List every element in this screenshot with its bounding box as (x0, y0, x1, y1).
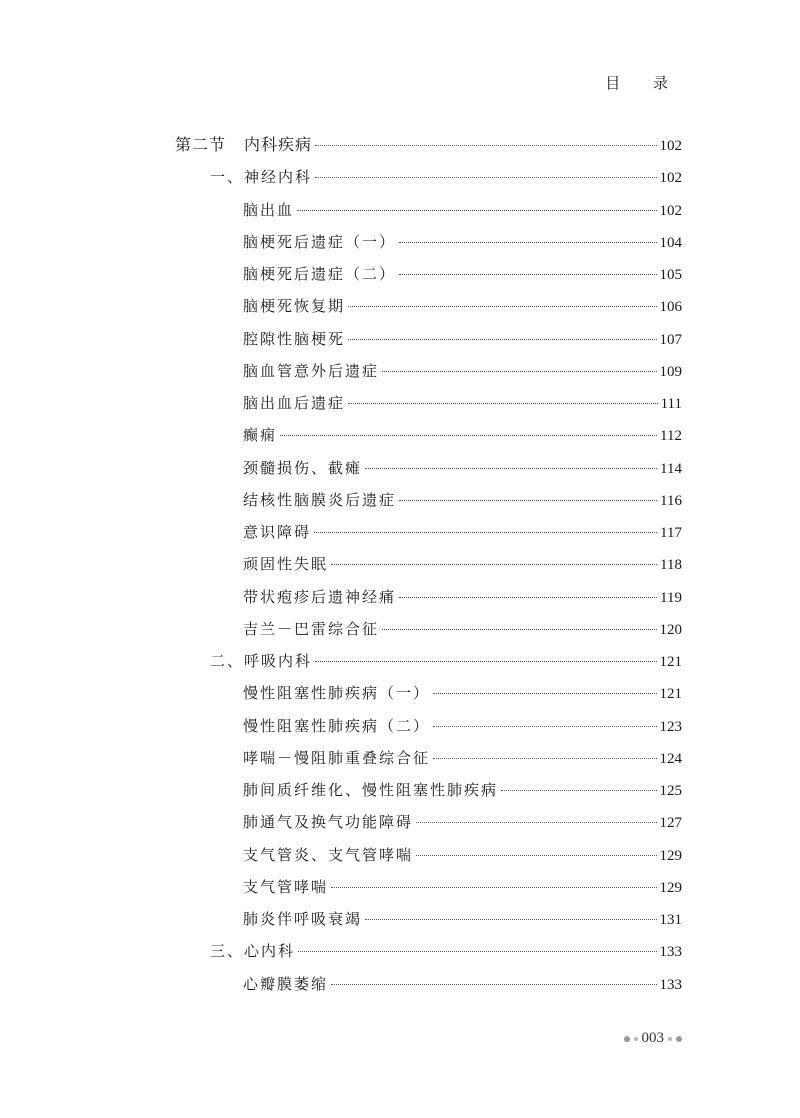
toc-item-entry[interactable] (243, 290, 682, 322)
toc-entry-label: 慢性阻塞性肺疾病（二） (243, 716, 431, 735)
toc-page-number: 118 (660, 557, 682, 574)
toc-page-number: 120 (659, 621, 682, 638)
toc-dot-leader (348, 339, 656, 340)
toc-item-entry[interactable] (243, 258, 682, 290)
footer-dot-icon (634, 1037, 638, 1041)
toc-section-entry[interactable] (175, 129, 682, 161)
toc-dot-leader (501, 790, 656, 791)
toc-page-number: 123 (659, 718, 682, 735)
toc-dot-leader (315, 661, 656, 662)
page-footer (624, 1030, 683, 1047)
toc-item-entry[interactable] (243, 903, 682, 935)
toc-entry-label: 心瓣膜萎缩 (243, 974, 329, 993)
toc-page-number: 116 (660, 492, 682, 509)
toc-page-number: 114 (660, 460, 682, 477)
footer-dot-icon (624, 1036, 630, 1042)
toc-item-entry[interactable] (243, 742, 682, 774)
toc-entry-label: 脑梗死后遗症（一） (243, 232, 397, 251)
toc-page-number: 102 (659, 202, 682, 219)
toc-entry-label: 吉兰－巴雷综合征 (243, 619, 380, 638)
toc-entry-label: 哮喘－慢阻肺重叠综合征 (243, 748, 431, 767)
toc-page-number: 129 (659, 847, 682, 864)
toc-entry-label: 慢性阻塞性肺疾病（一） (243, 684, 431, 703)
toc-page-number: 111 (660, 396, 682, 412)
toc-entry-label: 支气管哮喘 (243, 877, 329, 896)
toc-item-entry[interactable] (243, 548, 682, 580)
toc-item-entry[interactable] (243, 516, 682, 548)
toc-item-entry[interactable] (243, 774, 682, 806)
toc-page-number: 117 (660, 525, 682, 541)
toc-dot-leader (280, 435, 657, 436)
toc-section-label (175, 129, 312, 161)
toc-page-number: 109 (659, 363, 682, 380)
toc-dot-leader (433, 726, 656, 727)
toc-item-entry[interactable] (243, 581, 682, 613)
toc-page-number: 102 (659, 138, 682, 154)
toc-dot-leader (331, 887, 656, 888)
toc-page-number: 121 (659, 686, 682, 703)
running-header: 目 录 (605, 74, 682, 92)
toc-dot-leader (331, 984, 656, 985)
toc-dot-leader (416, 822, 656, 823)
toc-dot-leader (399, 500, 657, 501)
toc-dot-leader (315, 177, 656, 178)
toc-dot-leader (416, 855, 656, 856)
toc-dot-leader (399, 597, 657, 598)
toc-dot-leader (315, 145, 656, 146)
toc-entry-label: 三、心内科 (210, 942, 296, 961)
toc-page-number: 112 (660, 428, 682, 445)
toc-section-title: 内科疾病 (244, 135, 313, 154)
toc-dot-leader (297, 210, 656, 211)
toc-page-number: 129 (659, 879, 682, 896)
toc-dot-leader (365, 468, 657, 469)
toc-entry-label: 一、神经内科 (210, 168, 313, 187)
toc-page-number: 125 (659, 783, 682, 799)
toc-entry-label: 脑出血后遗症 (243, 394, 346, 412)
toc-dot-leader (298, 951, 656, 952)
toc-dot-leader (382, 371, 656, 372)
toc-entry-label: 肺通气及换气功能障碍 (243, 813, 414, 832)
toc-dot-leader (314, 532, 657, 533)
toc-item-entry[interactable] (243, 323, 682, 355)
toc-dot-leader (348, 403, 658, 404)
toc-entry-label: 脑血管意外后遗症 (243, 361, 380, 380)
toc-item-entry[interactable] (243, 710, 682, 742)
toc-dot-leader (348, 306, 656, 307)
toc-item-entry[interactable] (243, 839, 682, 871)
toc-entry-label: 颈髓损伤、截瘫 (243, 458, 363, 477)
toc-page-number: 106 (659, 299, 682, 316)
toc-item-entry[interactable] (243, 806, 682, 838)
toc-page-number: 102 (659, 170, 682, 187)
toc-page-number: 133 (659, 944, 682, 961)
toc-entry-label: 脑梗死后遗症（二） (243, 265, 397, 283)
toc-entry-label: 二、呼吸内科 (210, 652, 313, 670)
toc-item-entry[interactable] (243, 677, 682, 709)
footer-dot-icon (676, 1036, 682, 1042)
toc-entry-label: 肺炎伴呼吸衰竭 (243, 910, 363, 928)
toc-page-number: 119 (660, 589, 682, 606)
toc-entry-label: 带状疱疹后遗神经痛 (243, 587, 397, 606)
toc-entry-label: 腔隙性脑梗死 (243, 329, 346, 348)
toc-subsection-entry[interactable] (210, 161, 682, 193)
toc-dot-leader (382, 629, 656, 630)
toc-dot-leader (399, 274, 656, 275)
toc-item-entry[interactable] (243, 484, 682, 516)
toc-item-entry[interactable] (243, 452, 682, 484)
toc-item-entry[interactable] (243, 387, 682, 419)
footer-dot-icon (668, 1037, 672, 1041)
toc-page-number: 133 (659, 976, 682, 993)
toc-entry-label: 癫痫 (243, 426, 278, 445)
toc-item-entry[interactable] (243, 226, 682, 258)
toc-page-number: 131 (659, 912, 682, 928)
toc-item-entry[interactable] (243, 194, 682, 226)
toc-dot-leader (331, 564, 657, 565)
toc-section-number: 第二节 (175, 135, 227, 154)
toc-item-entry[interactable] (243, 613, 682, 645)
toc-subsection-entry[interactable] (210, 935, 682, 967)
toc-page-number: 124 (659, 750, 682, 767)
toc-page-number: 107 (659, 331, 682, 348)
toc-entry-label: 肺间质纤维化、慢性阻塞性肺疾病 (243, 781, 499, 799)
toc-page-number: 121 (659, 654, 682, 670)
toc-page-number: 104 (659, 234, 682, 251)
toc-entry-label: 顽固性失眠 (243, 555, 329, 574)
toc-dot-leader (433, 693, 656, 694)
toc-subsection-entry[interactable] (210, 645, 682, 677)
toc-page-number: 127 (659, 815, 682, 832)
toc-entry-label: 脑梗死恢复期 (243, 297, 346, 316)
toc-item-entry[interactable] (243, 871, 682, 903)
toc-item-entry[interactable] (243, 355, 682, 387)
toc-item-entry[interactable] (243, 968, 682, 1000)
toc-dot-leader (433, 758, 656, 759)
toc-entry-label: 意识障碍 (243, 523, 312, 541)
toc-entry-label: 支气管炎、支气管哮喘 (243, 845, 414, 864)
toc-item-entry[interactable] (243, 419, 682, 451)
toc-dot-leader (399, 242, 656, 243)
toc-dot-leader (365, 919, 656, 920)
toc-entry-label: 结核性脑膜炎后遗症 (243, 490, 397, 509)
footer-page-number: 003 (641, 1030, 664, 1046)
toc-page-number: 105 (659, 267, 682, 283)
toc-entry-label: 脑出血 (243, 200, 295, 219)
